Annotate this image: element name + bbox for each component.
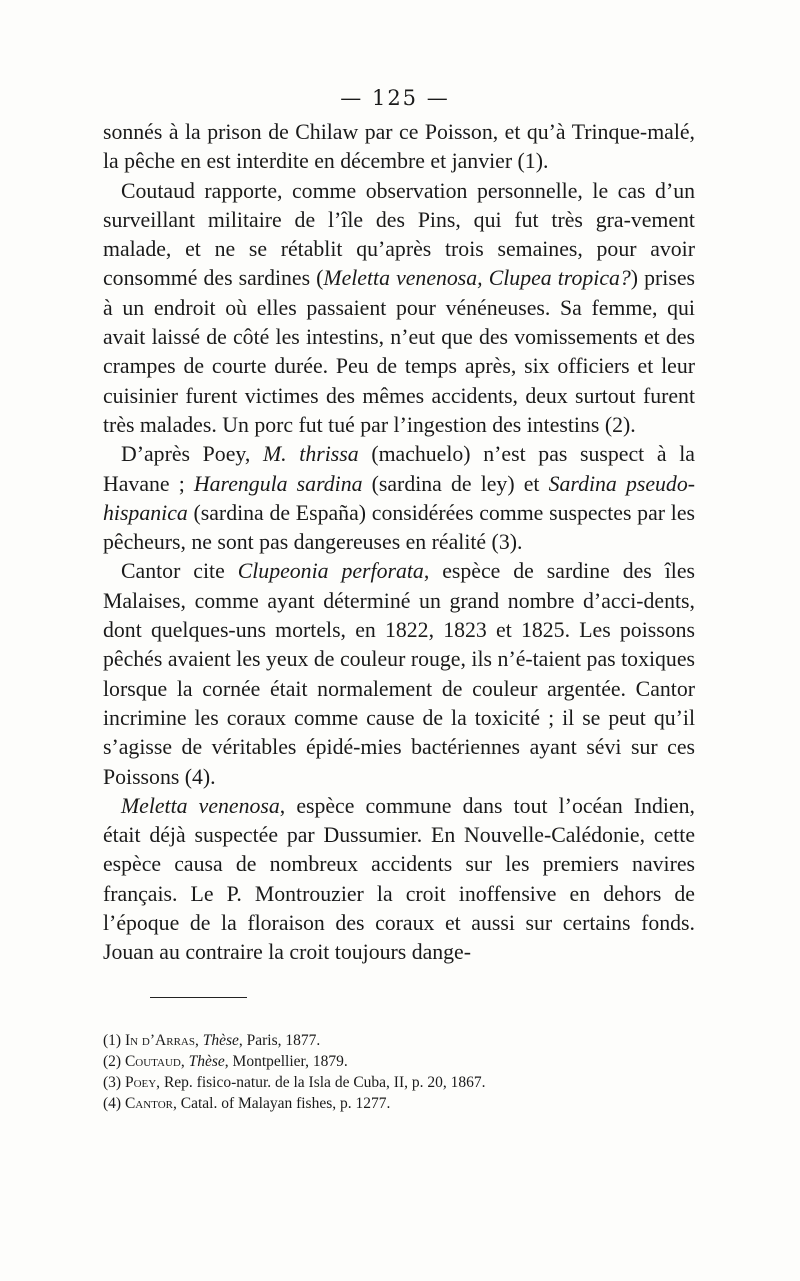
footnote-mark: (2)	[103, 1053, 122, 1070]
footnote-author: Coutaud,	[124, 1053, 185, 1070]
paragraph	[103, 557, 695, 791]
text-run: , espèce de sardine des îles Malaises, comme ayant déterminé un grand nombre d’acci-dents, dont quelques-uns mortels, en 1822, 1823 et 1825. Les poissons pêchés avaient les yeux de couleur rouge, ils n’é-taient pas toxiques lorsque la cornée était normalement de couleur argentée. Cantor incrimine les coraux comme cause de la toxicité ; il se peut qu’il s’agisse de véritables épidé-mies bactériennes ayant sévi sur ces Poissons (4).	[103, 559, 695, 789]
text-run: (machuelo) n’est pas suspect à la Havane ;	[103, 442, 695, 496]
paragraph	[103, 118, 695, 177]
species-name: M. thrissa	[262, 442, 359, 467]
text-run: , espèce commune dans tout l’océan Indien, était déjà suspectée par Dussumier. En Nouvelle-Calédonie, cette espèce causa de nombreux accidents sur les premiers navires français. Le P. Montrouzier la croit inoffensive en dehors de l’époque de la floraison des coraux et aussi sur certains fonds. Jouan au contraire la croit toujours dange-	[103, 793, 695, 965]
text-run: Cantor cite	[121, 559, 238, 584]
footnote-title: Thèse	[202, 1032, 239, 1049]
footnote-author: Cantor,	[124, 1095, 177, 1112]
paragraph	[103, 440, 695, 557]
body-text	[103, 118, 695, 968]
footnote-mark: (3)	[103, 1074, 122, 1091]
footnote	[103, 1030, 703, 1051]
footnote	[103, 1051, 703, 1072]
footnote	[103, 1093, 703, 1114]
footnotes	[103, 1030, 703, 1114]
footnote-details: , Montpellier, 1879.	[224, 1053, 348, 1070]
species-name: Harengula sardina	[193, 471, 363, 496]
footnote-mark: (1)	[103, 1032, 122, 1049]
footnote-mark: (4)	[103, 1095, 122, 1112]
page-number: — 125 —	[340, 86, 450, 110]
footnote-separator	[150, 997, 247, 998]
text-run: D’après Poey,	[121, 442, 263, 467]
footnote-title: Thèse	[188, 1053, 225, 1070]
footnote-details: , Paris, 1877.	[238, 1032, 321, 1049]
text-run: Coutaud rapporte, comme observation personnelle, le cas d’un surveillant militaire de l’île des Pins, qui fut très gra-vement malade, et ne se rétablit qu’après trois semaines, pour avoir consommé des sardines (	[103, 178, 695, 291]
text-run: ) prises à un endroit où elles passaient pour vénéneuses. Sa femme, qui avait laissé de côté les intestins, n’eut que des vomissements et des crampes de courte durée. Peu de temps après, six officiers et leur cuisinier furent victimes des mêmes accidents, deux surtout furent très malades. Un porc fut tué par l’ingestion des intestins (2).	[103, 266, 695, 437]
footnote	[103, 1072, 703, 1093]
text-run: (sardina de España) considérées comme suspectes par les pêcheurs, ne sont pas dangereuses en réalité (3).	[103, 500, 695, 555]
footnote-author: Poey,	[124, 1074, 161, 1091]
species-name: Sardina pseudo-hispanica	[103, 471, 695, 525]
species-name: Meletta venenosa, Clupea tropica?	[323, 266, 631, 291]
footnote-author: In d’Arras,	[124, 1032, 199, 1049]
species-name: Meletta venenosa	[121, 793, 280, 818]
text-run: (sardina de ley) et	[362, 471, 549, 496]
paragraph	[103, 792, 695, 968]
footnote-details: Rep. fisico-natur. de la Isla de Cuba, II, p. 20, 1867.	[163, 1074, 486, 1091]
footnote-details: Catal. of Malayan fishes, p. 1277.	[180, 1095, 391, 1112]
paragraph	[103, 177, 695, 441]
species-name: Clupeonia perforata	[237, 559, 424, 584]
text-run: sonnés à la prison de Chilaw par ce Poisson, et qu’à Trinque-malé, la pêche en est interdite en décembre et janvier (1).	[103, 120, 695, 174]
